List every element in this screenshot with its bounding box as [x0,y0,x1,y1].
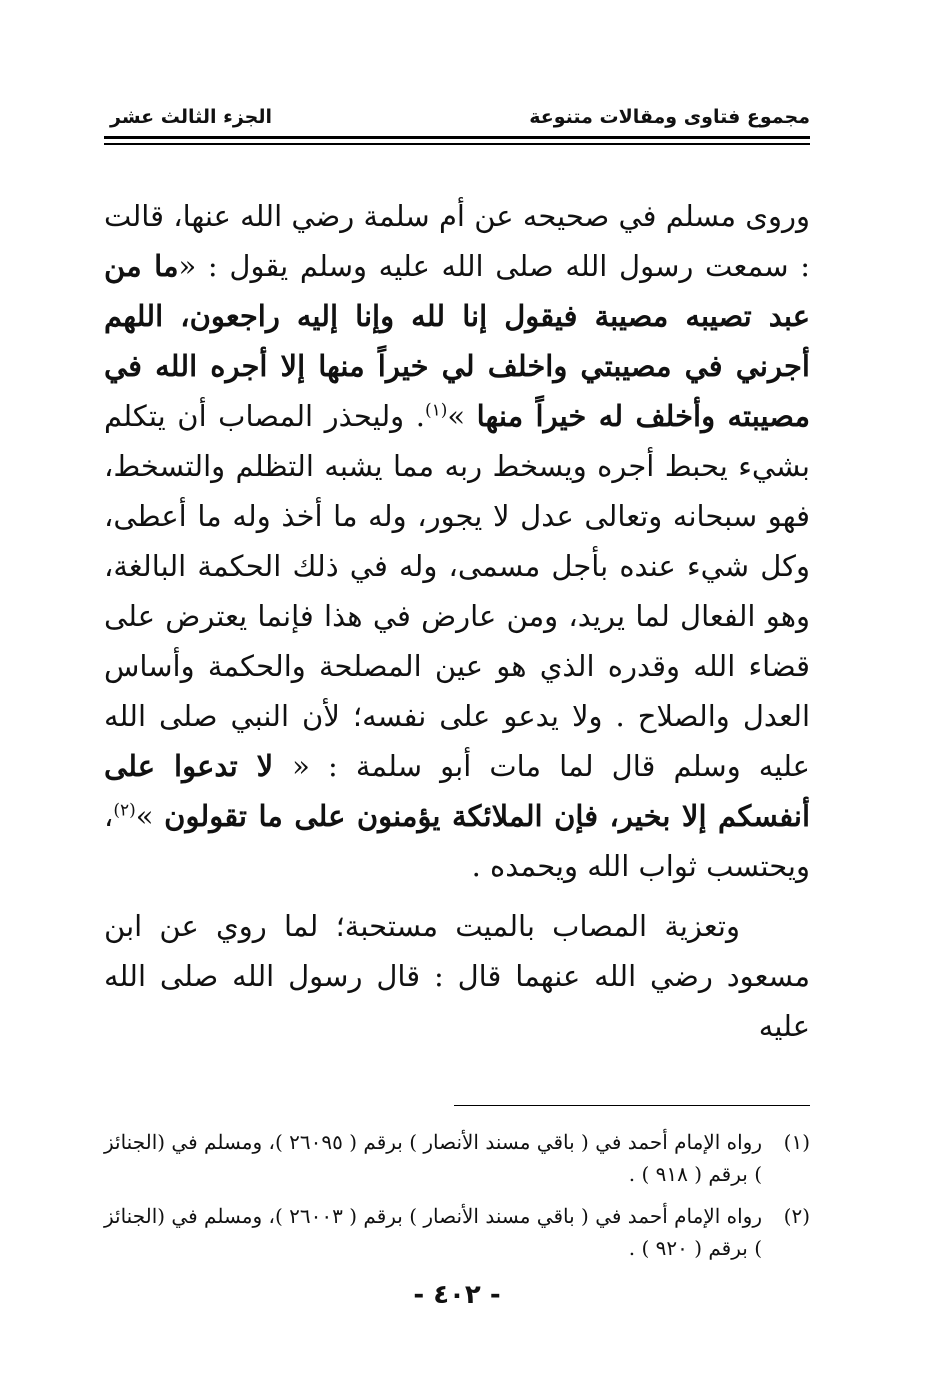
running-header [104,100,810,134]
footnote-1 [104,1126,810,1190]
paragraph-2: وتعزية المصاب بالميت مستحبة؛ لما روي عن ابن مسعود رضي الله عنهما قال : قال رسول الله صلى الله عليه [104,909,810,1043]
main-text [104,191,810,1051]
footnote-separator [454,1105,810,1106]
footnote-number: (١) [783,1130,810,1154]
volume-label: الجزء الثالث عشر [110,106,273,128]
footnote-ref-2[interactable]: (٢) [113,800,136,821]
footnote-text: رواه الإمام أحمد في ( باقي مسند الأنصار ) برقم ( ٢٦٠٠٣ )، ومسلم في (الجنائز ) برقم ( ٩٢٠ ) . [103,1204,762,1260]
document-page [104,100,810,1310]
text-run: ، ويحتسب ثواب الله ويحمده . [104,799,810,883]
footnote-number: (٢) [783,1204,810,1228]
header-rule-thick [104,136,810,139]
header-rule-thin [104,143,810,145]
text-run: . وليحذر المصاب أن يتكلم بشيء يحبط أجره ويسخط ربه مما يشبه التظلم والتسخط، فهو سبحانه وتعالى عدل لا يجور، وله ما أخذ وله ما أعطى، وكل شيء عنده بأجل مسمى، وله في ذلك الحكمة البالغة، وهو الفعال لما يريد، ومن عارض في هذا فإنما يعترض على قضاء الله وقدره الذي هو عين المصلحة والحكمة وأساس العدل والصلاح . ولا يدعو على نفسه؛ لأن النبي صلى الله عليه وسلم قال لما مات أبو سلمة : « [104,399,810,783]
closing-quote: » [447,399,477,433]
footnote-text: رواه الإمام أحمد في ( باقي مسند الأنصار ) برقم ( ٢٦٠٩٥ )، ومسلم في (الجنائز ) برقم ( ٩١٨ ) . [103,1130,762,1186]
footnotes [104,1126,810,1264]
hadith-quote-1: ما من عبد تصيبه مصيبة فيقول إنا لله وإنا إليه راجعون، اللهم أجرني في مصيبتي واخلف لي خيراً منها إلا أجره الله في مصيبته وأخلف له خيراً منها [104,249,810,433]
book-title: مجموع فتاوى ومقالات متنوعة [529,106,810,128]
closing-quote: » [135,799,165,833]
page-number: - ٤٠٢ - [413,1280,501,1310]
text-run: وروى مسلم في صحيحه عن أم سلمة رضي الله عنها، قالت : سمعت رسول الله صلى الله عليه وسلم يقول : « [104,199,810,283]
paragraph-1 [104,191,810,891]
footnote-2 [104,1200,810,1264]
hadith-quote-2: لا تدعوا على أنفسكم إلا بخير، فإن الملائكة يؤمنون على ما تقولون [104,749,810,833]
footnote-ref-1[interactable]: (١) [424,400,448,421]
